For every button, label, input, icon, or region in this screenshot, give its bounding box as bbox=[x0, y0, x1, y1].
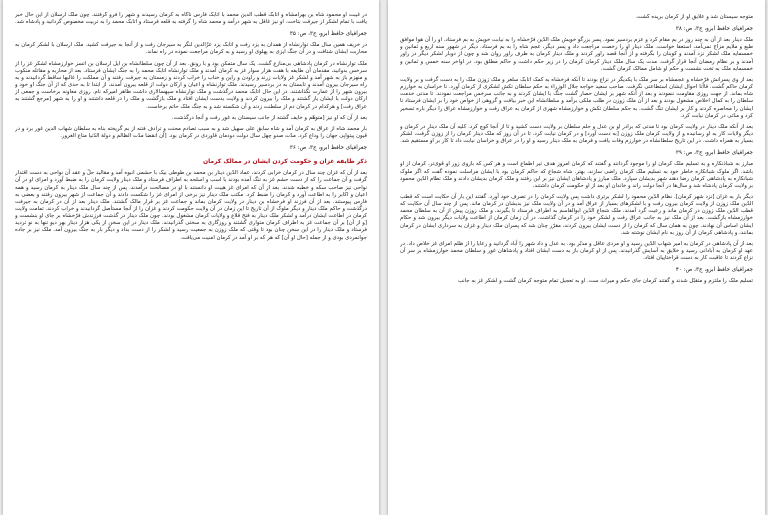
left-document-page bbox=[3, 0, 379, 515]
paragraph: بعد از آن که غزان چند سال در کرمان خرابی کردند، عماد الدّین دینار بن محمد بن طوطی بیک با حشمی انبوه آمد و مقالید حلّ و عقد آن نواحی به دست اقتدار گرفت و آن جماعت را که از دست حشم غز به تنگ آمده بودند با اسب و اسلحه به اطراف فرستاد و ملک دینار ولایت کرمان را به ضبط آورد و امرای او در آن نواحی نیز صاحب سکه و خطبه شدند. بعد از آن که امرای غز هیبت او دانستند با او در مصالحت درآمدند. پس از چند سال ملک دینار به کرمان رسید و همه اعیان و اکابر را به اطاعت آورد و کرمان را ضبط کرد. مکتب ملک دینار نیز برخی از امرای غز را شکست دادند و آن جماعت از شهر بیرون رفتند و بعضی به فارس پیوستند. بعد از آن فرزند او فرخشاه بن دینار در ولایت کرمان بماند و جماعت غز بر قرار مالک گشتند. ملک دینار بعد از آن در کرمان به جیرفت درگذشت و حاکم ملک دینار و دیگر ملوک از آن تاریخ تا این زمان در آن ولایت حکومت کردند و غزان را از آنجا مستأصل گردانیدند و خراب کردند. تمامت ولایت کرمان در اطاعت ایشان درآمد و لشکر ملک دینار به فتح قلاع و ولایات کرمان مشغول بودند. چون ملک دینار در گذشت فرزندش فرّخشاه بر جای او بنشست و [و از آن] بر آن جماعت غز به اطراف کرمان متواری گشتند و روزگاری به سختی گذرانیدند. ملک دینار در این سخن از یکی هزار دینار بهر دیو تنها به نو تردید فرستاد و ملک دینار را در این سخن چنان بود تا وقتی که ملک زوزن به جمعیت رسید و لشکر را از دست بداد و دیگر بار به جنگ بیرون آمد. ملک نیز بر جاده جوانمردی بودی و از جمله [حال او آن] که هر که بر او آمد در کرمان امنیت می‌یافت. bbox=[15, 170, 367, 241]
paragraph: متوجه سیستان شد و علایق او از کرمان بریده گشت. bbox=[635, 14, 753, 20]
page-reference: جغرافیای حافظ ابرو، ج۳، ص: ۳۹ bbox=[675, 150, 753, 157]
paragraph: بعد از آن که او نیز [متوهّم و خایف گشته از جانب سیستان به غور رفت و آنجا درگذشت. bbox=[171, 114, 367, 121]
paragraph: ملک دینار بعد از آن به چند روز در بم مقام کرد و عزم بردسیر نمود. پسر بزرگو خویش ملک الدّین فرّخشاه را به نیابت خویش به بم فرستاد. او را آن هوا موافق طبع و ملایم مزاج نمی‌آمد، استعفا خواست. ملک دینار او را رخصت مراجعت داد و پسر دیگر، عجم شاه را به بم فرستاد. دیگر در شهور سنه اربع و ثمانین و خمسمایه ملک لشکر نزد آمدند و کوبنان را بگرفته و از آنجا قصد راور کردند و ملک دینار کرمان به طرف راور روان شد و چون از دوبار لشکر دیگر در راور آمدند و بر نظام رمضان آنجا قرار گرفت. مدت یک سال ملک دینار کرمان کرمان را در زیر حکم داشت و حاکم مطلق بود. در اواخر سنه خمس و ثمانین و خمسمایه ملک به تخت نشست و حکم او شامل ممالک کرمان گشت. bbox=[400, 37, 753, 72]
left-page-content bbox=[15, 12, 367, 515]
page-reference: جغرافیای حافظ ابرو، ج۳، ص: ۳۵ bbox=[289, 31, 367, 38]
paragraph: تسلیم ملک را ملتزم و متقبّل شدند و گفتند کرمان جای حکم و میراث ست. او به تعجیل تمام متوجه کرمان گشت و لشکر غز به جانب bbox=[457, 278, 753, 285]
right-document-page bbox=[388, 0, 765, 515]
paragraph: بعد از وی پسرانش فرّخشاه و عجمشاه بر سر ملک با یکدیگر در نزاع بودند تا آنکه فرخشاه به کمک اتابک سلغر و ملک زوزن ملک را به دست گرفت و بر ولایت کرمان حاکم گشت. قاآنا احوال ایشان استطاعتی نگرفت. صاحب سعید خواجه جلال الوزراء به حکم سلطان تکش لشکری از کرمان آورد. تا خراسان به خوارزم شاه بماند. از جهت روزی مقاومت ننمودند و بعد از آنکه شهر بر ایشان حصار گشت جنگ با ایشان کردند و به جانب سرخس مراجعت نمودند. تا مدتی خدمت سلطان را به کمال اخلاص مشغول بودند و بعد از آن ملک زوزن در طلب ملکی برآمد و سلطانشاه این خبر بیافت و گروهی از خواص خود را بر ایشان فرستاد تا ایشان را محاصره کردند و کار بر ایشان تنگ گشت. به حکم سلطان تکش و خوارزمشاه شهری از کرمان به عراق رفت و خوارزمشاه عراق را دیگر باره تسخیر کرد و مدّتی در کرمان نیابت کرد. bbox=[400, 76, 753, 119]
paragraph: ملک توارنشاه در کرمان پادشاهی بی‌منازع گشت. یک سال متمکن بود و با رونق. بعد از آن چون سلطانشاه بن ایل ارسلان بن اتسز خوارزمشاه لشکر غز را از سرخس بدوانید، مقدمان آن طایفه با هفت هزار سوار غز به کرمان آمدند و ملک توارنشاه اتابک محمد را به جنگ ایشان فرستاد. بعد از محاربه و مقاتله منکوب و منهزم باز به شهر آمد و لشکر غز ولایات زرند و راودن و راین و خناب را خراب کردند و زمستان به جیرفت رفتند و آن مملکت را غالبها ساقط گردانیدند و به راه سیرجان بیرون آمدند و تابستان به در بردسیر رسیدند. ملک توارنشاه و اعیان و ارکان دولت از قلعه بیرون آمدند، از ابتدا تا به حدی که از آن جنگ او خود و بیرون شهر را از عمارت نگذاشتند. در این حال اتابک محمد درگذشت و ملک توارنشاه سپهسالاری داشت ظاهر امیرکه نام. روزی معاونه برخاست و جمعی از ارکان دولت با ایشان یار گشتند و ملک را بیرون کردند و ولایت بدست ایشان افتاد و ملک بازگشت و ملک را در قلعه داشتند و او را به شهر [مرجع گشتند به عراق رفت] و هرکدام در کرمان دم از سلطنت زدند و آن شکسته شد و به جنگ ملک حاتم برخاست. bbox=[15, 60, 367, 110]
paragraph: بار محمد شاه از عراق به کرمان آمد و شاه سابق علی سهیل شد و به سبب تصادم محنت و ترادف فتنه از بم گریخته بناه به سلطان شهاب الدین غور برد و در قیون پیتواپی جهان را وداع کرد. مدّت صدو چهل سال دولت دودمان قاوردی در کرمان بود. [آن انقضا مدّت الظالم و دولة الدّنیا متاع الغرور. bbox=[15, 125, 367, 140]
page-reference: جغرافیای حافظ ابرو، ج۳، ص: ۳۶ bbox=[289, 145, 367, 152]
paragraph: مبارز به شباذنکاره و به تسلیم ملک کرمان او را موجود گردانند و گفتند که کرمان امروز هدف تیر اطماع است و هر کس که بازوی زور او قوی‌تر، کرمان از او باشد. اگر ملوک شبانکاره خاطر خود به تسلیم ملک کرمان راضی سازند، بهتر. شاه شجاع که حاکم کرمان بود با ایشان مراسلت نموده گفت که اگر ملوک شبانکاره به پادشاهی کرمان رضا دهند شهر بدیشان سپارد. ملک مبارز و پادشاهان ایشان نیز بر این رفتند و ملک کرمان بدیشان دادند و ملک نظام الدّین محمود بر ولایت کرمان پادشاه شد و سال‌ها در آنجا دولت راند و خاندان او بعد از او حکومت کرمان داشتند. bbox=[400, 161, 753, 189]
page-reference: جغرافیای حافظ ابرو، ج۳، ص: ۴۰ bbox=[675, 267, 753, 274]
paragraph: در خریف همین سال ملک توارنشاه از همدان به یزد رفت و اتابک یزد عزّالدین لنگر به سیرجان رفت و از آنجا به جیرفت کشید. ملک ارسلان با لشکر کرمان به محاربت ایشان شتافت و در آن جنگ ایزی به پهلوی او رسید و به کرمان مراجعت نموده در راه نماند. bbox=[15, 42, 367, 56]
paragraph: بعد از آن پادشاهی در کرمان به امیر شهاب الدّین رسید و او مردی عاقل و مدبّر بود. به عدل و داد شهر را آباد گردانید و رعایا را از ظلم امرای غز خلاص داد. در عهد او کرمان به آبادانی رسید و خلایق به آسایش گذرانیدند. پس از او کرمان باز به دست ایشان افتاد و پادشاهان غور و سلطان محمد خوارزمشاه بر سر آن نزاع کردند تا عاقبت کار به دست قراختاییان افتاد. bbox=[400, 240, 753, 262]
paragraph: دیگر بار به غزان [نزد شهر کرمان]. نظام الدّین محمود را لشکر برتری داشت پس ولایت کرمان را در تصرف خود آورد. گفتند این بار آن حکایت است که قطب الدّین ملک زوزن از ولایت کرمان بیرون رفت و با لشکرهای بسیار از عراق آمد و در آن ولایت ملک نیز بدیشان در کرمان ماند. پس از چند سال آن حکایت که قطب الدّین ملک زوزن در کرمان ماند و رعیت گرد آمدند، ملک شجاع الدّین ابوالقاسم به اطراف فرستاد تا بگیرند، و ملک زوزن پیش از آن به سلطان محمد خوارزمشاه بازگشت. بعد از آن ملک نیز به جانب عراق رفت و لشکر خود را در کرمان گذاشت. در آن زمان کرمان از اطاعت ولایات دیگر بیرون شد و حکام ایشان اساس آن نهادند. چون به همان سال که کرمان را از دست ایشان بیرون کردند، مقرّر چنان شد که پسران ملک دینار و غزان به سرداری ایشان در کرمان بمانند، و پادشاهی کرمان از آن روز به نام ایشان نوشته شد. bbox=[400, 193, 753, 236]
section-heading: ذکر طایفه غزان و حکومت کردن ایشان در ممالک کرمان bbox=[202, 158, 367, 166]
right-page-content bbox=[400, 14, 753, 515]
paragraph: در غیبت او محمود شاه بن بهرامشاه و اتابک قطب الدین محمد با اتابک فارس ناگاه به کرمان رسیدند و شهر را فرو گرفتند. چون ملک ارسلان از این حال خبر یافت با تمام لشکر از جیرفت بتاخت. او نیز غافل به شهر درآمد و محمد شاه را گرفته به قلعه فرستاد و اتابک محمد را به تربیت مخصوص گردانید و پادشاه شد. bbox=[15, 12, 367, 26]
page-reference: جغرافیای حافظ ابرو، ج۳، ص: ۳۸ bbox=[675, 26, 753, 33]
paragraph: بعد از آنکه ملک دینار در ولایت کرمان بود تا مدتی که برادر او بن عدل و حلم سلطان بر ولایت دست کشید و تا از آنجا کوچ کرد. کلیه آن ملک دینار در کرمان و دیگر ولایات کار به او رسانیده و از ولایت کرمان ملک زوزن [به دست آورد] و در کرمان نیابت کرد. تا در آن روز که ملک دینار کرمان را از زوزن گرفت، لشکر بسیار به همراه داشت. در این تاریخ سلطانشاه در خوارزم وفات یافت و فرمان به ملک دینار رسید و او را در عراق و خراسان نیابت داد تا کار بر او مستقیم شد. bbox=[400, 123, 753, 145]
